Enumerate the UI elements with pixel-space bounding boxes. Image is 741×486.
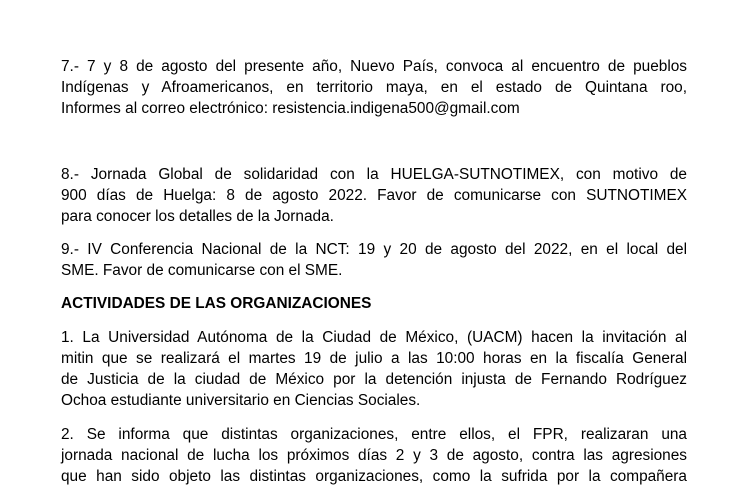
text-line: para conocer los detalles de la Jornada. <box>61 208 334 225</box>
section-heading: ACTIVIDADES DE LAS ORGANIZACIONES <box>61 295 372 312</box>
text-line: 8.- Jornada Global de solidaridad con la HUELGA-SUTNOTIMEX, con motivo de <box>61 166 687 183</box>
text-line: 1. La Universidad Autónoma de la Ciudad de México, (UACM) hacen la invitación al <box>61 329 687 346</box>
item-8-paragraph <box>61 164 687 227</box>
text-line: mitin que se realizará el martes 19 de julio a las 10:00 horas en la fiscalía General <box>61 350 687 367</box>
activity-1-paragraph <box>61 327 687 411</box>
text-line: 900 días de Huelga: 8 de agosto 2022. Favor de comunicarse con SUTNOTIMEX <box>61 187 687 204</box>
text-line: 7.- 7 y 8 de agosto del presente año, Nuevo País, convoca al encuentro de pueblos <box>61 58 687 75</box>
text-line: que han sido objeto las distintas organizaciones, como la sufrida por la compañera <box>61 468 687 485</box>
text-line: Indígenas y Afroamericanos, en territorio maya, en el estado de Quintana roo, <box>61 79 687 96</box>
text-line: Ochoa estudiante universitario en Ciencias Sociales. <box>61 392 421 409</box>
text-line: 9.- IV Conferencia Nacional de la NCT: 19 y 20 de agosto del 2022, en el local del <box>61 241 687 258</box>
text-line: jornada nacional de lucha los próximos días 2 y 3 de agosto, contra las agresiones <box>61 447 687 464</box>
item-9-paragraph <box>61 239 687 281</box>
activity-2-paragraph <box>61 424 687 486</box>
text-line: de Justicia de la ciudad de México por la detención injusta de Fernando Rodríguez <box>61 371 687 388</box>
text-line: Informes al correo electrónico: resistencia.indigena500@gmail.com <box>61 100 520 117</box>
item-7-paragraph <box>61 56 687 119</box>
text-line: SME. Favor de comunicarse con el SME. <box>61 262 343 279</box>
text-line: 2. Se informa que distintas organizaciones, entre ellos, el FPR, realizaran una <box>61 426 687 443</box>
